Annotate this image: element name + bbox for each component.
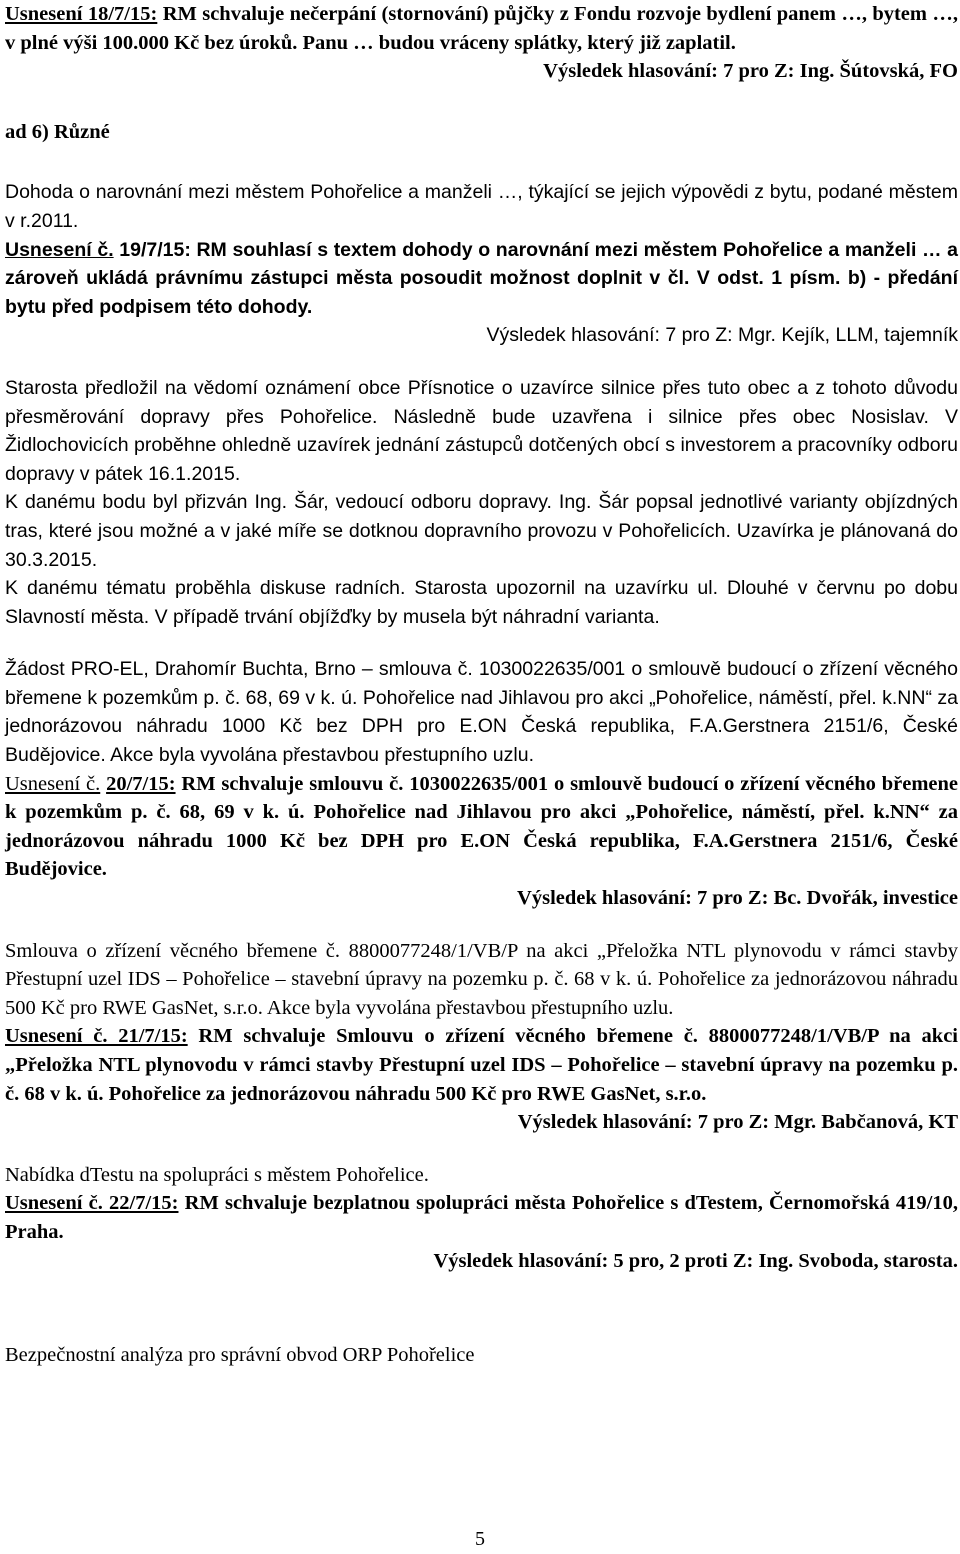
resolution-19 — [5, 236, 958, 322]
paragraph: Starosta předložil na vědomí oznámení obce Přísnotice o uzavírce silnice přes tuto obec a z tohoto důvodu přesměrování dopravy přes Pohořelice. Následně bude uzavřena i silnice přes obec Nosislav. V Židlochovicích proběhne ohledně uzavírek jednání zástupců dotčených obcí s investorem a pracovníky odboru dopravy v pátek 16.1.2015. — [5, 376, 958, 485]
paragraph: K danému tématu proběhla diskuse radních. Starosta upozornil na uzavírku ul. Dlouhé v červnu po dobu Slavností města. V případě trvání objížďky by musela být náhradní varianta. — [5, 577, 958, 628]
resolution-22 — [5, 1189, 958, 1246]
agenda-item-intro: Bezpečnostní analýza pro správní obvod ORP Pohořelice — [5, 1344, 475, 1367]
document-page — [5, 0, 958, 1370]
resolution-label: Usnesení č. 21/7/15: — [5, 1025, 188, 1048]
agenda-item-intro: Dohoda o narovnání mezi městem Pohořelice a manželi …, týkající se jejich výpovědi z bytu, podané městem v r.2011. — [5, 181, 958, 232]
resolution-21 — [5, 1022, 958, 1108]
agenda-item-intro: Žádost PRO-EL, Drahomír Buchta, Brno – smlouva č. 1030022635/001 o smlouvě budoucí o zřízení věcného břemene k pozemkům p. č. 68, 69 v k. ú. Pohořelice nad Jihlavou pro akci „Pohořelice, náměstí, přel. k.NN“ za jednorázovou náhradu 1000 Kč bez DPH pro E.ON Česká republika, F.A.Gerstnera 2151/6, České Budějovice. Akce byla vyvolána přestavbou přestupního uzlu. — [5, 658, 958, 767]
resolution-20 — [5, 770, 958, 884]
vote-result: Výsledek hlasování: 5 pro, 2 proti Z: Ing. Svoboda, starosta. — [433, 1249, 958, 1272]
vote-result: Výsledek hlasování: 7 pro Z: Ing. Šútovská, FO — [543, 60, 958, 83]
section-heading: ad 6) Různé — [5, 120, 110, 143]
resolution-label: Usnesení č. 22/7/15: — [5, 1192, 179, 1215]
vote-result: Výsledek hlasování: 7 pro Z: Mgr. Babčanová, KT — [517, 1111, 958, 1134]
resolution-18 — [5, 0, 958, 57]
resolution-text: RM schvaluje bezplatnou spolupráci města Pohořelice s dTestem, Černomořská 419/10, Praha. — [5, 1192, 958, 1243]
resolution-text: 19/7/15: RM souhlasí s textem dohody o narovnání mezi městem Pohořelice a manželi … a zároveň ukládá právnímu zástupci města posoudit možnost doplnit v čl. V odst. 1 písm. b) - předání bytu před podpisem této dohody. — [5, 238, 958, 318]
page-number: 5 — [475, 1528, 485, 1550]
agenda-item-intro: Nabídka dTestu na spolupráci s městem Pohořelice. — [5, 1163, 429, 1186]
paragraph: K danému bodu byl přizván Ing. Šár, vedoucí odboru dopravy. Ing. Šár popsal jednotlivé varianty objízdných tras, které jsou možné a v jaké míře se dotknou dopravního provozu v Pohořelicích. Uzavírka je plánovaná do 30.3.2015. — [5, 491, 958, 571]
resolution-label: Usnesení č. — [5, 238, 114, 261]
resolution-number: 20/7/15: — [106, 772, 176, 795]
resolution-text: RM schvaluje Smlouvu o zřízení věcného břemene č. 8800077248/1/VB/P na akci „Přeložka NTL plynovodu v rámci stavby Přestupní uzel IDS – Pohořelice – stavební úpravy na pozemku p. č. 68 v k. ú. Pohořelice za jednorázovou náhradu 500 Kč pro RWE GasNet, s.r.o. — [5, 1025, 958, 1105]
resolution-label: Usnesení č. — [5, 772, 101, 795]
resolution-text: RM schvaluje nečerpání (stornování) půjčky z Fondu rozvoje bydlení panem …, bytem …, v plné výši 100.000 Kč bez úroků. Panu … budou vráceny splátky, který již zaplatil. — [5, 3, 958, 54]
vote-result: Výsledek hlasování: 7 pro Z: Bc. Dvořák, investice — [517, 887, 958, 910]
resolution-label: Usnesení 18/7/15: — [5, 3, 158, 25]
resolution-text: RM schvaluje smlouvu č. 1030022635/001 o smlouvě budoucí o zřízení věcného břemene k pozemkům p. č. 68, 69 v k. ú. Pohořelice nad Jihlavou pro akci „Pohořelice, náměstí, přel. k.NN“ za jednorázovou náhradu 1000 Kč bez DPH pro E.ON Česká republika, F.A.Gerstnera 2151/6, České Budějovice. — [5, 772, 958, 881]
vote-result: Výsledek hlasování: 7 pro Z: Mgr. Kejík, LLM, tajemník — [486, 324, 958, 347]
agenda-item-intro: Smlouva o zřízení věcného břemene č. 8800077248/1/VB/P na akci „Přeložka NTL plynovodu v rámci stavby Přestupní uzel IDS – Pohořelice – stavební úpravy na pozemku p. č. 68 v k. ú. Pohořelice za jednorázovou náhradu 500 Kč pro RWE GasNet, s.r.o. Akce byla vyvolána přestavbou přestupního uzlu. — [5, 939, 958, 1019]
